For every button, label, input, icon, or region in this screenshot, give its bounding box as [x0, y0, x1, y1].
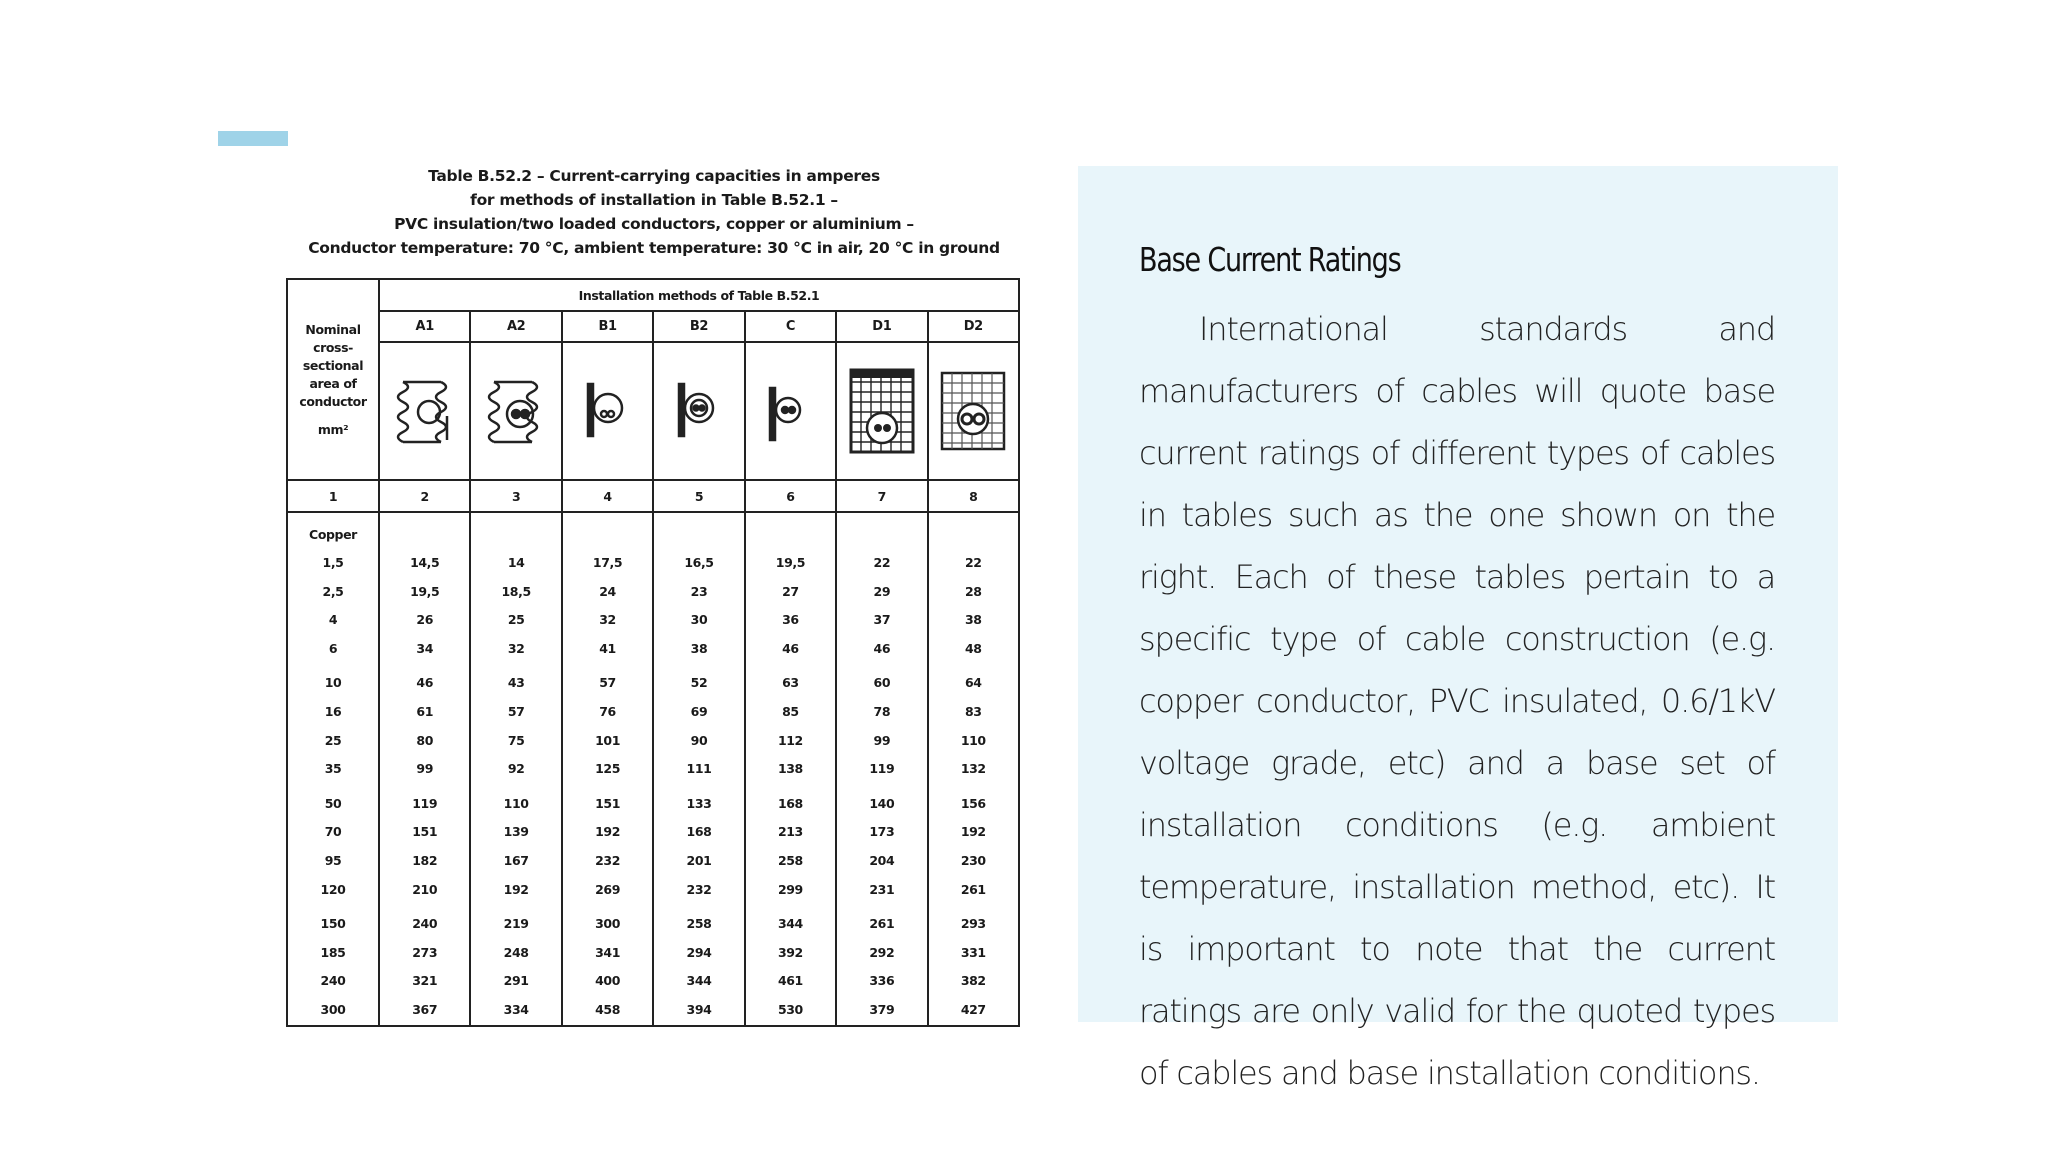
current-rating-value: 299 — [777, 881, 803, 897]
method-a2: A2 — [470, 311, 561, 342]
current-rating-value: 379 — [869, 1001, 895, 1017]
current-rating-value: 261 — [960, 881, 986, 897]
current-rating-value: 125 — [595, 761, 620, 777]
conductor-size: 185 — [320, 944, 346, 960]
current-rating-value: 293 — [960, 916, 986, 932]
current-rating-value: 336 — [869, 973, 895, 989]
current-rating-value: 300 — [595, 916, 620, 932]
current-rating-value: 344 — [777, 916, 803, 932]
current-rating-value: 458 — [595, 1001, 620, 1017]
current-rating-value: 25 — [507, 612, 525, 628]
column-number: 1 — [287, 480, 379, 512]
conductor-size: 10 — [324, 675, 342, 691]
conduit-in-wall-icon — [395, 376, 455, 446]
unit-label: mm² — [317, 421, 349, 437]
method-a1: A1 — [379, 311, 470, 342]
nominal-area-label: Nominal cross-sectional area of conductor — [299, 321, 367, 409]
spacer — [563, 521, 652, 549]
values-column-c — [745, 512, 836, 1026]
column-number: 6 — [745, 480, 836, 512]
current-rating-value: 24 — [599, 583, 616, 599]
caption-line: Conductor temperature: 70 °C, ambient temperature: 30 °C in air, 20 °C in ground — [308, 239, 1000, 257]
panel-heading: Base Current Ratings — [1139, 240, 1401, 279]
current-rating-value: 294 — [686, 944, 712, 960]
current-rating-value: 83 — [964, 703, 982, 719]
conductor-size: 2,5 — [322, 583, 344, 599]
conduit-cable-in-wall-icon — [486, 376, 546, 446]
current-rating-value: 291 — [503, 973, 529, 989]
current-rating-value: 41 — [599, 640, 616, 656]
method-d1-diagram — [836, 342, 927, 480]
current-rating-value: 192 — [595, 824, 620, 840]
current-rating-value: 80 — [416, 732, 434, 748]
current-rating-value: 57 — [599, 675, 616, 691]
current-rating-value: 140 — [869, 795, 895, 811]
current-rating-value: 461 — [777, 973, 803, 989]
current-rating-value: 334 — [503, 1001, 529, 1017]
caption-line: PVC insulation/two loaded conductors, copper or aluminium – — [394, 215, 914, 233]
current-rating-value: 167 — [503, 852, 529, 868]
current-rating-value: 321 — [412, 973, 438, 989]
current-rating-value: 138 — [777, 761, 803, 777]
conductor-size: 240 — [320, 973, 346, 989]
current-rating-value: 16,5 — [684, 555, 714, 570]
conductor-size: 6 — [328, 640, 338, 656]
clipped-cable-on-wall-icon — [760, 376, 820, 446]
method-d2-diagram — [928, 342, 1019, 480]
panel-body-text: International standards and manufacturers of cables will quote base current ratings of different types of cables in tables such as the one shown on the right. Each of these tables pertain to a specific type of cable construction (e.g. copper conductor, PVC insulated, 0.6/1kV voltage grade, etc) and a base set of installation conditions (e.g. ambient temperature, installation method, etc). It is important to note that the current ratings are only valid for the quoted types of cables and base installation conditions. — [1139, 310, 1775, 1092]
current-rating-value: 530 — [777, 1001, 803, 1017]
current-rating-value: 19,5 — [775, 555, 806, 570]
current-rating-value: 60 — [873, 675, 891, 691]
current-rating-value: 14 — [507, 555, 525, 570]
current-rating-value: 248 — [503, 944, 529, 960]
current-rating-value: 29 — [873, 583, 891, 599]
current-rating-value: 36 — [782, 612, 799, 628]
current-rating-value: 110 — [503, 795, 529, 811]
current-rating-value: 382 — [960, 973, 986, 989]
conductor-size: 25 — [324, 732, 342, 748]
column-number: 5 — [653, 480, 744, 512]
current-rating-value: 78 — [873, 703, 891, 719]
values-column-a2 — [470, 512, 561, 1026]
spacer — [471, 521, 560, 549]
material-label: Copper — [309, 527, 357, 542]
values-column-d1 — [836, 512, 927, 1026]
current-rating-value: 52 — [690, 675, 708, 691]
cable-conduit-on-wall-icon — [669, 376, 729, 446]
conductor-size: 50 — [324, 795, 342, 811]
current-rating-value: 61 — [416, 703, 434, 719]
spacer — [837, 521, 926, 549]
current-rating-value: 69 — [690, 703, 708, 719]
current-rating-value: 139 — [503, 824, 529, 840]
conductor-size: 70 — [324, 824, 342, 840]
current-rating-value: 101 — [595, 732, 620, 748]
conductor-size: 120 — [320, 881, 346, 897]
current-rating-value: 90 — [690, 732, 708, 748]
conductor-size: 300 — [320, 1001, 346, 1017]
current-rating-value: 156 — [960, 795, 986, 811]
current-rating-value: 261 — [869, 916, 895, 932]
current-rating-value: 204 — [869, 852, 895, 868]
current-rating-value: 132 — [960, 761, 986, 777]
current-rating-value: 269 — [595, 881, 620, 897]
current-rating-value: 14,5 — [410, 555, 440, 570]
method-c-diagram — [745, 342, 836, 480]
current-rating-value: 344 — [686, 973, 712, 989]
current-rating-table-figure — [286, 164, 1022, 1027]
current-rating-value: 48 — [964, 640, 982, 656]
current-rating-value: 331 — [960, 944, 986, 960]
current-rating-value: 28 — [964, 583, 982, 599]
table-caption — [286, 164, 1022, 260]
values-column-b2 — [653, 512, 744, 1026]
current-rating-value: 23 — [690, 583, 708, 599]
current-rating-value: 232 — [686, 881, 712, 897]
current-rating-value: 32 — [507, 640, 525, 656]
current-rating-value: 18,5 — [501, 583, 531, 599]
values-column-d2 — [928, 512, 1019, 1026]
current-rating-value: 173 — [869, 824, 895, 840]
conductor-size: 150 — [320, 916, 346, 932]
method-b2: B2 — [653, 311, 744, 342]
current-rating-value: 119 — [412, 795, 438, 811]
current-rating-value: 19,5 — [410, 583, 440, 599]
current-rating-value: 427 — [960, 1001, 986, 1017]
method-b1: B1 — [562, 311, 653, 342]
current-rating-value: 230 — [960, 852, 986, 868]
current-rating-value: 219 — [503, 916, 529, 932]
current-rating-value: 57 — [507, 703, 525, 719]
current-rating-value: 34 — [416, 640, 434, 656]
current-rating-value: 17,5 — [592, 555, 623, 570]
current-rating-value: 273 — [412, 944, 438, 960]
current-rating-value: 46 — [873, 640, 891, 656]
current-rating-value: 22 — [873, 555, 891, 570]
cable-direct-in-ground-icon — [940, 371, 1006, 451]
current-rating-value: 76 — [599, 703, 616, 719]
conductor-size: 16 — [324, 703, 342, 719]
column-number: 2 — [379, 480, 470, 512]
current-rating-value: 201 — [686, 852, 712, 868]
current-rating-value: 32 — [599, 612, 616, 628]
current-rating-value: 27 — [782, 583, 799, 599]
current-rating-value: 168 — [686, 824, 712, 840]
current-capacity-table — [286, 278, 1020, 1027]
values-column-a1 — [379, 512, 470, 1026]
current-rating-value: 231 — [869, 881, 895, 897]
current-rating-value: 63 — [782, 675, 799, 691]
current-rating-value: 99 — [873, 732, 891, 748]
current-rating-value: 46 — [782, 640, 799, 656]
current-rating-value: 192 — [960, 824, 986, 840]
current-rating-value: 46 — [416, 675, 434, 691]
size-column — [287, 512, 379, 1026]
current-rating-value: 292 — [869, 944, 895, 960]
current-rating-value: 151 — [595, 795, 620, 811]
current-rating-value: 232 — [595, 852, 620, 868]
current-rating-value: 341 — [595, 944, 620, 960]
method-a1-diagram — [379, 342, 470, 480]
current-rating-value: 99 — [416, 761, 434, 777]
current-rating-value: 133 — [686, 795, 712, 811]
method-b1-diagram — [562, 342, 653, 480]
column-number: 4 — [562, 480, 653, 512]
current-rating-value: 151 — [412, 824, 438, 840]
current-rating-value: 240 — [412, 916, 438, 932]
conductor-size: 4 — [328, 612, 338, 628]
current-rating-value: 85 — [782, 703, 799, 719]
conduit-on-wall-icon — [578, 376, 638, 446]
column-number: 7 — [836, 480, 927, 512]
current-rating-value: 38 — [964, 612, 982, 628]
caption-line: Table B.52.2 – Current-carrying capacities in amperes — [428, 167, 880, 185]
method-a2-diagram — [470, 342, 561, 480]
current-rating-value: 119 — [869, 761, 895, 777]
spacer — [380, 521, 469, 549]
values-column-b1 — [562, 512, 653, 1026]
current-rating-value: 210 — [412, 881, 438, 897]
spacer — [654, 521, 743, 549]
nominal-area-header — [287, 279, 379, 480]
method-d1: D1 — [836, 311, 927, 342]
current-rating-value: 367 — [412, 1001, 438, 1017]
current-rating-value: 75 — [507, 732, 525, 748]
current-rating-value: 182 — [412, 852, 438, 868]
spacer — [746, 521, 835, 549]
method-d2: D2 — [928, 311, 1019, 342]
current-rating-value: 26 — [416, 612, 434, 628]
current-rating-value: 392 — [777, 944, 803, 960]
accent-bar — [218, 131, 288, 146]
current-rating-value: 213 — [777, 824, 803, 840]
current-rating-value: 38 — [690, 640, 708, 656]
installation-methods-header: Installation methods of Table B.52.1 — [379, 279, 1019, 311]
spacer — [929, 521, 1018, 549]
duct-in-ground-icon — [849, 368, 915, 454]
method-c: C — [745, 311, 836, 342]
current-rating-value: 110 — [960, 732, 986, 748]
current-rating-value: 43 — [507, 675, 525, 691]
caption-line: for methods of installation in Table B.52.1 – — [470, 191, 838, 209]
current-rating-value: 258 — [686, 916, 712, 932]
current-rating-value: 258 — [777, 852, 803, 868]
current-rating-value: 112 — [777, 732, 803, 748]
conductor-size: 1,5 — [322, 555, 344, 570]
conductor-size: 35 — [324, 761, 342, 777]
column-number: 8 — [928, 480, 1019, 512]
current-rating-value: 22 — [964, 555, 982, 570]
method-b2-diagram — [653, 342, 744, 480]
current-rating-value: 30 — [690, 612, 708, 628]
current-rating-value: 92 — [507, 761, 525, 777]
current-rating-value: 111 — [686, 761, 712, 777]
explanation-panel — [1078, 166, 1838, 1092]
column-number: 3 — [470, 480, 561, 512]
current-rating-value: 400 — [595, 973, 620, 989]
current-rating-value: 37 — [873, 612, 891, 628]
current-rating-value: 168 — [777, 795, 803, 811]
current-rating-value: 192 — [503, 881, 529, 897]
current-rating-value: 64 — [964, 675, 982, 691]
conductor-size: 95 — [324, 852, 342, 868]
current-rating-value: 394 — [686, 1001, 712, 1017]
